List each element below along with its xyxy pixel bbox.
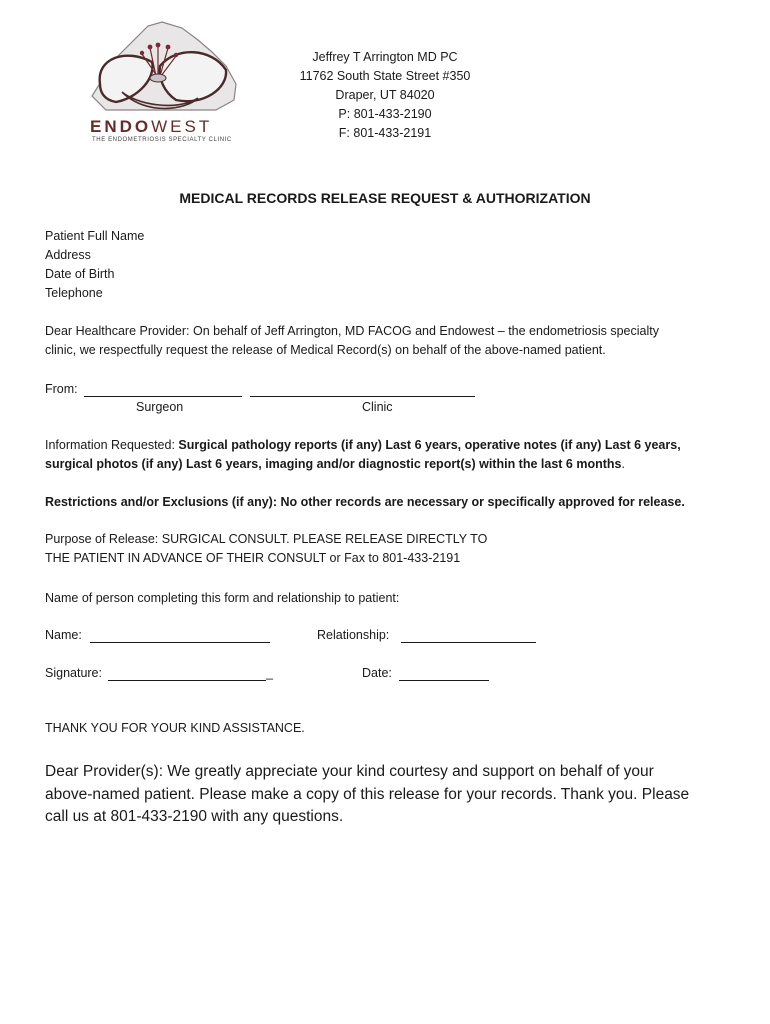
address-line-3: Draper, UT 84020 [335,88,435,102]
closing-line-3: call us at 801-433-2190 with any questions. [45,808,344,825]
patient-fields [45,227,144,303]
from-row [45,380,78,399]
address-line-5: F: 801-433-2191 [338,126,432,140]
closing-line-2: above-named patient. Please make a copy of this release for your records. Thank you. Please [45,785,690,803]
clinic-caption: Clinic [362,400,393,414]
intro-line-1: Dear Healthcare Provider: On behalf of Jeff Arrington, MD FACOG and Endowest – the endometriosis specialty [45,324,659,338]
restrictions-text: Restrictions and/or Exclusions (if any): No other records are necessary or specifically approved for release. [45,495,685,509]
signature-trailing: _ [266,666,273,680]
info-requested-label: Information Requested: [45,438,179,452]
date-field[interactable] [399,667,489,681]
purpose-line-2: THE PATIENT IN ADVANCE OF THEIR CONSULT or Fax to 801-433-2191 [45,551,461,565]
closing-line-1: Dear Provider(s): We greatly appreciate your kind courtesy and support on behalf of your [45,763,654,780]
name-field[interactable] [90,629,270,643]
patient-address-label: Address [45,248,91,262]
brand-part-endo: ENDO [90,117,152,136]
clinic-field[interactable] [250,383,475,397]
info-requested-line-2: surgical photos (if any) Last 6 years, imaging and/or diagnostic report(s) within the last 6 months [45,457,622,471]
from-label: From: [45,382,78,396]
brand-part-west: WEST [151,117,213,136]
purpose-of-release [45,530,487,568]
address-line-4: P: 801-433-2190 [338,107,432,121]
name-label: Name: [45,628,82,642]
patient-telephone-label: Telephone [45,286,103,300]
page-title: MEDICAL RECORDS RELEASE REQUEST & AUTHORIZATION [179,190,591,206]
purpose-line-1: Purpose of Release: SURGICAL CONSULT. PLEASE RELEASE DIRECTLY TO [45,532,488,546]
patient-full-name-label: Patient Full Name [45,229,145,243]
date-label: Date: [362,666,392,680]
intro-line-2: clinic, we respectfully request the release of Medical Record(s) on behalf of the above-named patient. [45,343,606,357]
brand-tagline: THE ENDOMETRIOSIS SPECIALTY CLINIC [92,137,232,143]
address-line-2: 11762 South State Street #350 [299,69,471,83]
relationship-label: Relationship: [317,628,390,642]
thank-you-text: THANK YOU FOR YOUR KIND ASSISTANCE. [45,721,305,735]
address-line-1: Jeffrey T Arrington MD PC [312,50,458,64]
signature-label: Signature: [45,666,102,680]
relationship-field[interactable] [401,629,536,643]
information-requested [45,436,681,474]
orchid-flower-logo-icon [86,18,242,118]
clinic-address [270,48,500,143]
info-requested-end: . [621,457,625,471]
closing-paragraph [45,761,689,829]
completer-prompt: Name of person completing this form and relationship to patient: [45,591,400,605]
surgeon-field[interactable] [84,383,242,397]
signature-field[interactable] [108,667,266,681]
patient-dob-label: Date of Birth [45,267,115,281]
brand-name [90,117,212,137]
endowest-logo [86,18,242,148]
intro-paragraph [45,322,659,360]
surgeon-caption: Surgeon [136,400,184,414]
info-requested-line-1: Surgical pathology reports (if any) Last 6 years, operative notes (if any) Last 6 years, [178,438,681,452]
